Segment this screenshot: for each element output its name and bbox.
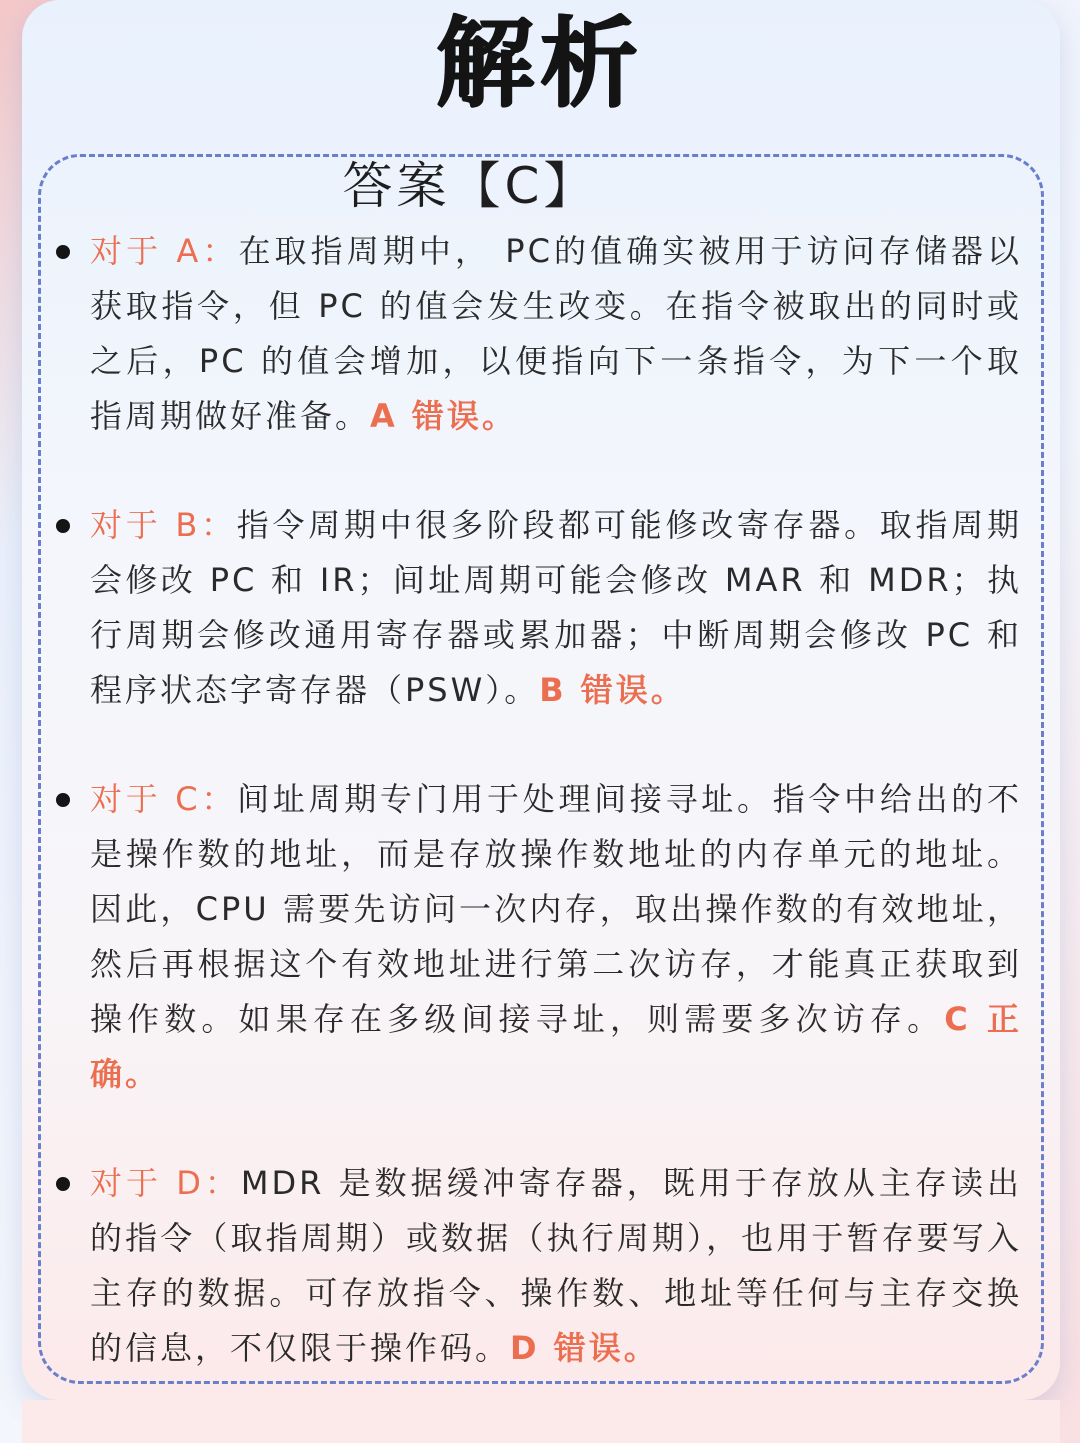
- answer-heading: [0, 150, 1080, 222]
- option-a-text: 在取指周期中， PC的值确实被用于访问存储器以获取指令，但 PC 的值会发生改变。在指令被取出的同时或之后，PC 的值会增加，以便指向下一条指令，为下一个取指周期做好准备。: [90, 232, 1022, 435]
- card-bottom-strip: [22, 1400, 1060, 1443]
- bullet-icon: [56, 519, 70, 533]
- option-c-label: 对于 C：: [90, 780, 238, 818]
- option-d-text: MDR 是数据缓冲寄存器，既用于存放从主存读出的指令（取指周期）或数据（执行周期），也用于暂存要写入主存的数据。可存放指令、操作数、地址等任何与主存交换的信息，不仅限于操作码。: [90, 1164, 1022, 1367]
- answer-label: 答案【C】: [342, 157, 598, 215]
- bullet-icon: [56, 793, 70, 807]
- option-d-verdict: D 错误。: [510, 1329, 659, 1367]
- option-d-label: 对于 D：: [90, 1164, 241, 1202]
- bullet-icon: [56, 1177, 70, 1191]
- option-a-verdict: A 错误。: [370, 397, 517, 435]
- option-c-verdict: C 正确。: [90, 1000, 1022, 1093]
- option-c-explanation: [90, 772, 1022, 1102]
- option-d-explanation: [90, 1156, 1022, 1376]
- option-a-explanation: [90, 224, 1022, 444]
- page-title: 解析: [435, 7, 644, 121]
- bullet-icon: [56, 245, 70, 259]
- option-b-verdict: B 错误。: [539, 671, 686, 709]
- option-a-label: 对于 A：: [90, 232, 239, 270]
- option-c-text: 间址周期专门用于处理间接寻址。指令中给出的不是操作数的地址，而是存放操作数地址的内存单元的地址。因此，CPU 需要先访问一次内存，取出操作数的有效地址，然后再根据这个有效地址进行第二次访存，才能真正获取到操作数。如果存在多级间接寻址，则需要多次访存。: [90, 780, 1022, 1038]
- option-b-label: 对于 B：: [90, 506, 237, 544]
- option-b-explanation: [90, 498, 1022, 718]
- option-b-text: 指令周期中很多阶段都可能修改寄存器。取指周期会修改 PC 和 IR；间址周期可能会修改 MAR 和 MDR；执行周期会修改通用寄存器或累加器；中断周期会修改 PC 和程序状态字寄存器（PSW）。: [90, 506, 1022, 709]
